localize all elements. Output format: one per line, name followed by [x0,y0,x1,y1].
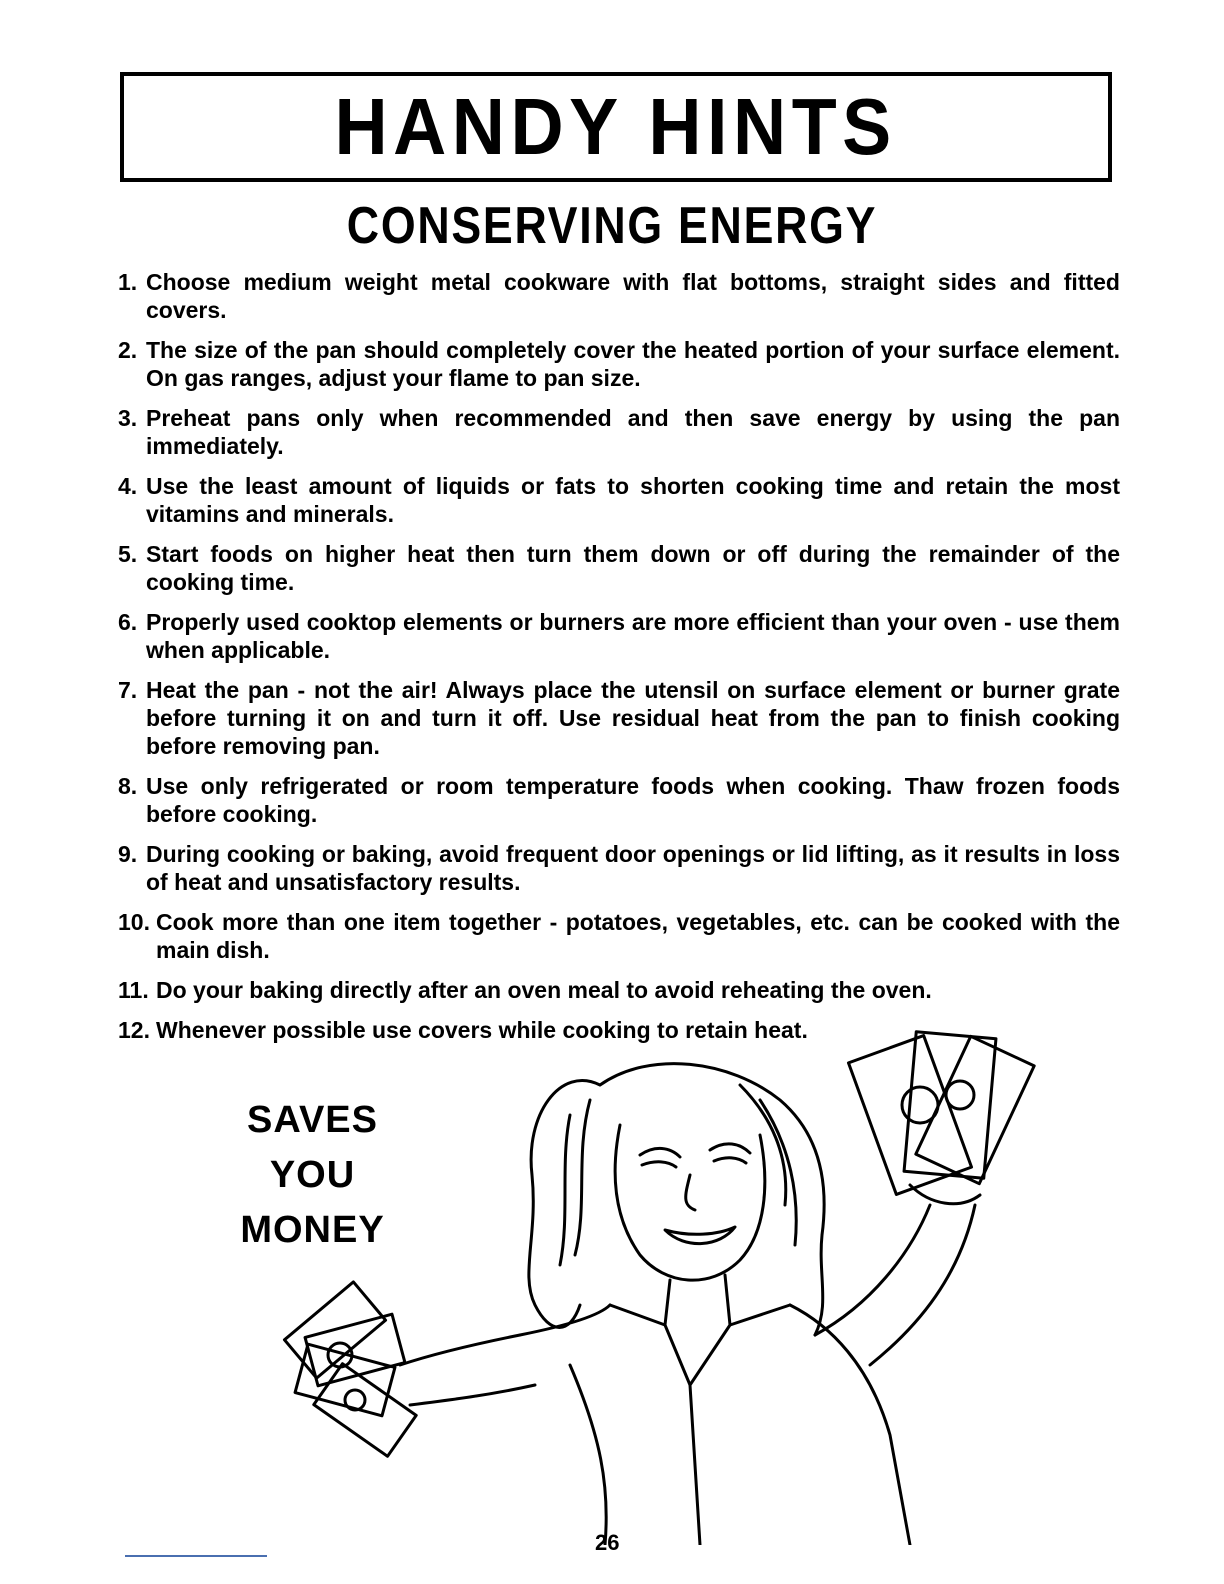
left-arm [400,1335,535,1405]
hint-text: Heat the pan - not the air! Always place the utensil on surface element or burner grate before turning it on and turn it off. Use residual heat from the pan to finish cooking before removing pan. [146,677,1120,759]
hint-number: 4. [118,473,138,499]
hint-text: Start foods on higher heat then turn them down or off during the remainder of the cooking time. [146,541,1120,595]
hint-text: The size of the pan should completely cover the heated portion of your surface element. On gas ranges, adjust your flame to pan size. [146,337,1120,391]
hint-number: 11. [118,977,149,1003]
hint-number: 10. [118,909,150,935]
slogan-line: YOU [269,1154,356,1196]
neck [665,1275,730,1325]
section-subtitle: CONSERVING ENERGY [346,197,878,255]
hint-number: 7. [118,677,138,703]
hint-text: Whenever possible use covers while cooking to retain heat. [156,1017,808,1043]
nose [686,1175,695,1210]
hint-number: 5. [118,541,138,567]
eye-right [710,1144,750,1163]
hint-item [118,540,1120,596]
hint-text: Use only refrigerated or room temperature foods when cooking. Thaw frozen foods before cooking. [146,773,1120,827]
hint-number: 8. [118,773,138,799]
hint-item [118,268,1120,324]
footer-divider [125,1555,267,1557]
hair-outline [529,1064,824,1335]
hint-text: Preheat pans only when recommended and then save energy by using the pan immediately. [146,405,1120,459]
hint-text: Do your baking directly after an oven meal to avoid reheating the oven. [156,977,932,1003]
hint-item [118,976,1120,1004]
hint-item [118,840,1120,896]
shirt [520,1305,910,1545]
hint-text: During cooking or baking, avoid frequent door openings or lid lifting, as it results in loss of heat and unsatisfactory results. [146,841,1120,895]
slogan-line: SAVES [246,1099,378,1141]
hint-item [118,336,1120,392]
hint-text: Cook more than one item together - potatoes, vegetables, etc. can be cooked with the main dish. [156,909,1120,963]
title-box [120,72,1112,182]
hint-number: 3. [118,405,138,431]
slogan-line: MONEY [240,1209,385,1251]
hint-text: Properly used cooktop elements or burners are more efficient than your oven - use them when applicable. [146,609,1120,663]
hint-item [118,608,1120,664]
hint-item [118,472,1120,528]
hint-item [118,404,1120,460]
page-title: HANDY HINTS [334,82,898,171]
page-number: 26 [595,1530,620,1555]
hint-item [118,676,1120,760]
hint-number: 2. [118,337,138,363]
hint-text: Use the least amount of liquids or fats to shorten cooking time and retain the most vitamins and minerals. [146,473,1120,527]
hint-item [118,772,1120,828]
hint-number: 1. [118,269,138,295]
mouth [665,1227,735,1244]
eye-left [640,1148,680,1167]
hint-text: Choose medium weight metal cookware with flat bottoms, straight sides and fitted covers. [146,269,1120,323]
money-right-icon [848,1032,1034,1204]
hints-list [118,268,1120,1056]
collar [610,1305,790,1385]
money-left-icon [284,1282,416,1456]
woman-holding-money-illustration [270,1005,1050,1545]
hint-number: 6. [118,609,138,635]
hint-number: 9. [118,841,138,867]
hint-item [118,908,1120,964]
hint-number: 12. [118,1017,150,1043]
